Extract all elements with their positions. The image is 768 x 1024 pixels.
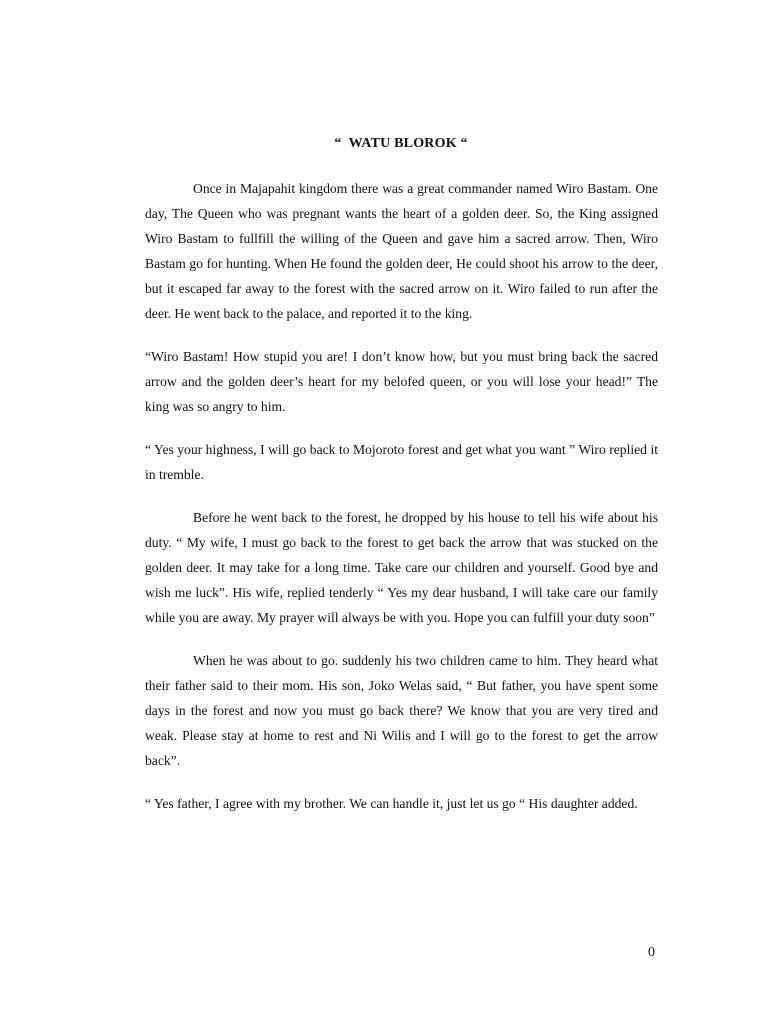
page-number: 0: [648, 945, 655, 960]
paragraph-wife-conversation: Before he went back to the forest, he dropped by his house to tell his wife about his duty. “ My wife, I must go back to the forest to get back the arrow that was stucked on the golden deer. It may take for a long time. Take care our children and yourself. Good bye and wish me luck”. His wife, replied tenderly “ Yes my dear husband, I will take care our family while you are away. My prayer will always be with you. Hope you can fulfill your duty soon”: [145, 510, 658, 625]
paragraph-children-arrive: When he was about to go. suddenly his two children came to him. They heard what their father said to their mom. His son, Joko Welas said, “ But father, you have spent some days in the forest and now you must go back there? We know that you are very tired and weak. Please stay at home to rest and Ni Wilis and I will go to the forest to get the arrow back”.: [145, 653, 658, 768]
paragraph-daughter-added: “ Yes father, I agree with my brother. We can handle it, just let us go “ His daughter added.: [145, 796, 638, 811]
paragraph-intro: Once in Majapahit kingdom there was a great commander named Wiro Bastam. One day, The Queen who was pregnant wants the heart of a golden deer. So, the King assigned Wiro Bastam to fullfill the willing of the Queen and gave him a sacred arrow. Then, Wiro Bastam go for hunting. When He found the golden deer, He could shoot his arrow to the deer, but it escaped far away to the forest with the sacred arrow on it. Wiro failed to run after the deer. He went back to the palace, and reported it to the king.: [145, 181, 658, 321]
story-body: [145, 176, 658, 834]
paragraph-king-speech: “Wiro Bastam! How stupid you are! I don’t know how, but you must bring back the sacred arrow and the golden deer’s heart for my belofed queen, or you will lose your head!” The king was so angry to him.: [145, 349, 658, 414]
story-title: “ WATU BLOROK “: [334, 136, 468, 151]
paragraph-wiro-reply: “ Yes your highness, I will go back to Mojoroto forest and get what you want ” Wiro replied it in tremble.: [145, 442, 658, 482]
